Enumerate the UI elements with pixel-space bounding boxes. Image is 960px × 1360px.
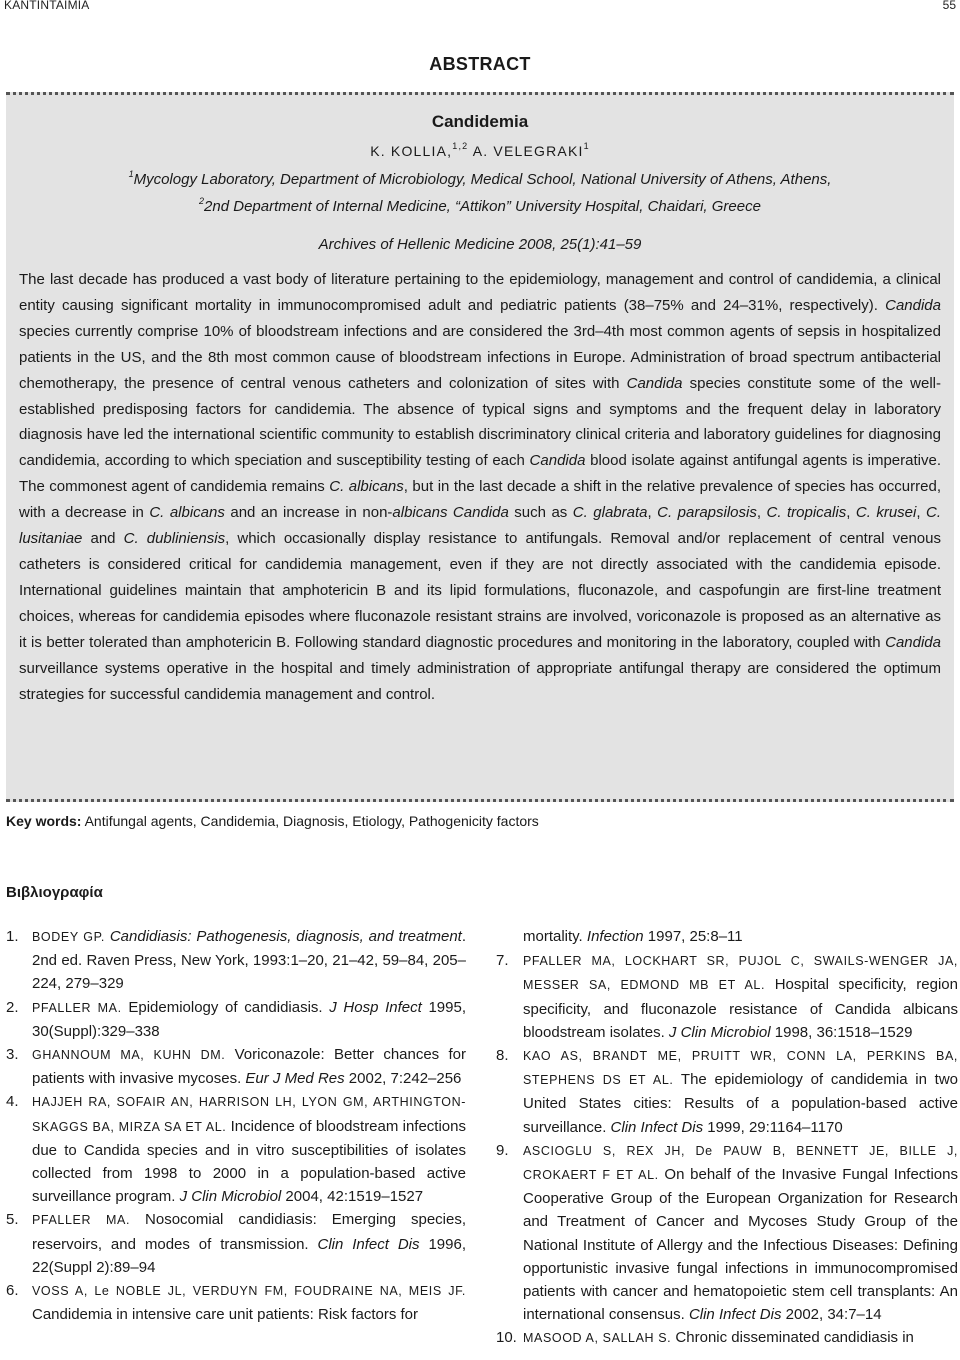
author-2-affil: 1 (583, 141, 590, 151)
author-1: K. KOLLIA, (370, 143, 453, 159)
reference-item: 3. GHANNOUM MA, KUHN DM. Voriconazole: Better chances for patients with invasive mycoses. Eur J Med Res 2002, 7:242–256 (6, 1046, 466, 1088)
keywords-label: Key words: (6, 813, 82, 829)
abstract-text: The last decade has produced a vast body of literature pertaining to the epidemiology, management and control of candidemia, a clinical entity causing significant mortality in immunocompromised adult and pediatric patients (38–75% and 24–31%, respectively). Candida species currently comprise 10% of bloodstream infections and are considered the 3rd–4th most common agents of sepsis in hospitalized patients in the US, and the 8th most common cause of bloodstream infections in Europe. Administration of broad spectrum antibacterial chemotherapy, the presence of central venous catheters and colonization of sites with Candida species constitute some of the well-established predisposing factors for candidemia. The absence of typical signs and symptoms and the frequent delay in laboratory diagnosis have led the international scientific community to establish discriminatory clinical criteria and laboratory guidelines for diagnosing candidemia, according to which speciation and susceptibility testing of each Candida blood isolate against antifungal agents is imperative. The commonest agent of candidemia remains C. albicans, but in the last decade a shift in the relative prevalence of species has occurred, with a decrease in C. albicans and an increase in non-albicans Candida such as C. glabrata, C. parapsilosis, C. tropicalis, C. krusei, C. lusitaniae and C. dubliniensis, which occasionally display resistance to antifungals. Removal and/or replacement of central venous catheters is considered critical for candidemia management, even if they are not directly associated with the candidemia episode. International guidelines maintain that amphotericin B and its lipid formulations, fluconazole, and caspofungin are first-line treatment choices, whereas for candidemia episodes where fluconazole resistant strains are involved, voriconazole is proposed as an alternative as it is better tolerated than amphotericin B. Following standard diagnostic procedures and monitoring in the laboratory, coupled with Candida surveillance systems operative in the hospital and timely administration of appropriate antifungal therapy are considered the optimum strategies for successful candidemia management and control. (19, 271, 942, 703)
reference-item: mortality. Infection 1997, 25:8–11 (523, 928, 743, 945)
references-left-column (6, 925, 466, 1326)
author-1-affil: 1,2 (452, 141, 469, 151)
references-heading: Βιβλιογραφία (6, 884, 103, 901)
reference-item: 1. BODEY GP. Candidiasis: Pathogenesis, diagnosis, and treatment. 2nd ed. Raven Press, New York, 1993:1–20, 21–42, 59–84, 205–224, 279–329 (6, 928, 466, 993)
citation: Archives of Hellenic Medicine 2008, 25(1):41–59 (318, 236, 642, 253)
reference-item: 8. KAO AS, BRANDT ME, PRUITT WR, CONN LA, PERKINS BA, STEPHENS DS ET AL. The epidemiology of candidemia in two United States cities: Results of a population-based active surveillance. Clin Infect Dis 1999, 29:1164–1170 (496, 1047, 958, 1136)
reference-item: 6. VOSS A, Le NOBLE JL, VERDUYN FM, FOUDRAINE NA, MEIS JF. Candidemia in intensive care unit patients: Risk factors for (6, 1282, 466, 1324)
page-number: 55 (942, 0, 956, 12)
keywords-list: Antifungal agents, Candidemia, Diagnosis, Etiology, Pathogenicity factors (81, 813, 539, 829)
author-2: A. VELEGRAKI (468, 143, 584, 159)
reference-item: 5. PFALLER MA. Nosocomial candidiasis: Emerging species, reservoirs, and modes of transmission. Clin Infect Dis 1996, 22(Suppl 2):89–94 (6, 1211, 467, 1276)
abstract-box (6, 92, 954, 802)
reference-item: 7. PFALLER MA, LOCKHART SR, PUJOL C, SWAILS-WENGER JA, MESSER SA, EDMOND MB ET AL. Hospital specificity, region specificity, and fluconazole resistance of Candida albicans bloodstream isolates. J Clin Microbiol 1998, 36:1518–1529 (496, 952, 958, 1041)
abstract-label: ABSTRACT (429, 54, 531, 74)
authors (6, 143, 954, 159)
journal-name: ΚΑΝΤΙΝΤΑΙΜΙΑ (4, 0, 90, 12)
article-title: Candidemia (431, 112, 529, 131)
running-head (4, 0, 956, 14)
references-right-column (496, 925, 958, 1351)
reference-item: 10. MASOOD A, SALLAH S. Chronic disseminated candidiasis in (496, 1329, 914, 1347)
keywords (6, 813, 539, 829)
affiliation-2: $^2$2nd Department of Internal Medicine, “Attikon” University Hospital, Chaidari, Greece (199, 196, 761, 215)
reference-item: 9. ASCIOGLU S, REX JH, De PAUW B, BENNETT JE, BILLE J, CROKAERT F ET AL. On behalf of the Invasive Fungal Infections Cooperative Group of the European Organization for Research and Treatment of Cancer and Mycoses Study Group of the National Institute of Allergy and the Infectious Diseases: Defining opportunistic invasive fungal infections in immunocompromised patients with cancer and hematopoietic stem cell transplants: An international consensus. Clin Infect Dis 2002, 34:7–14 (496, 1141, 958, 1324)
affiliation-1: $^1$Mycology Laboratory, Department of Microbiology, Medical School, National University of Athens, Athens, (128, 169, 832, 188)
reference-item: 4. HAJJEH RA, SOFAIR AN, HARRISON LH, LYON GM, ARTHINGTON-SKAGGS BA, MIRZA SA ET AL. Incidence of bloodstream infections due to Candida species and in vitro susceptibilities of isolates collected from 1998 to 2000 in a population-based active surveillance program. J Clin Microbiol 2004, 42:1519–1527 (6, 1093, 466, 1206)
reference-item: 2. PFALLER MA. Epidemiology of candidiasis. J Hosp Infect 1995, 30(Suppl):329–338 (6, 998, 466, 1040)
